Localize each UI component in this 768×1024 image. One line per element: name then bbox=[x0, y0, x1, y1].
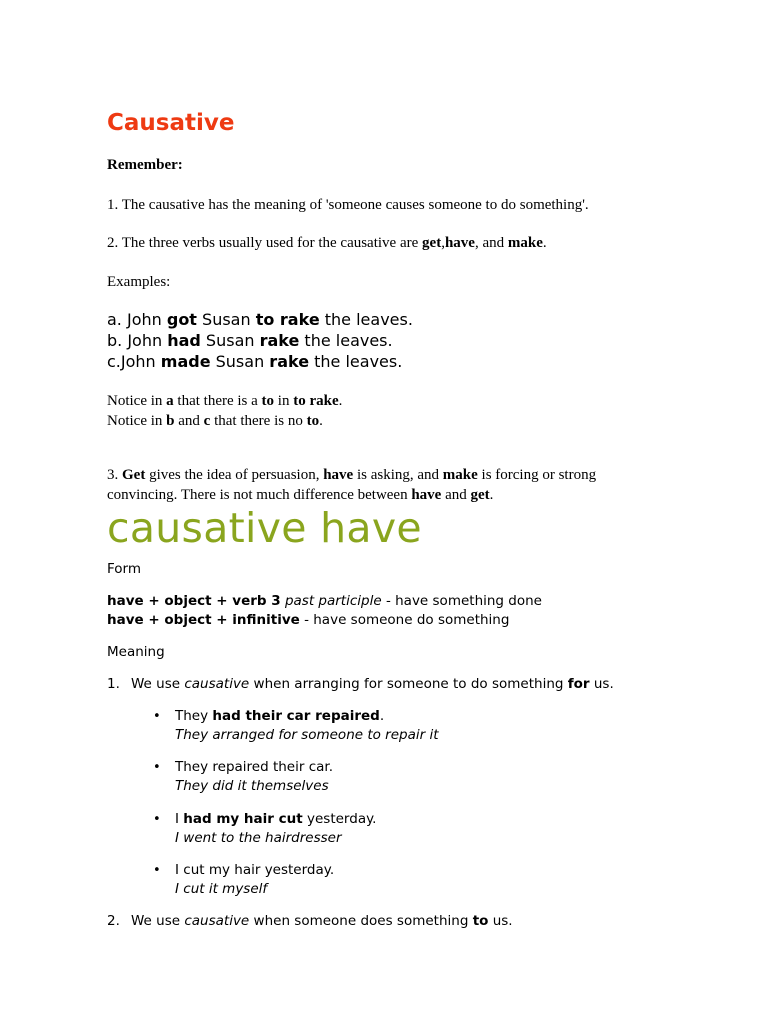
bullet-item: • I cut my hair yesterday. I cut it myself bbox=[153, 862, 335, 897]
example-a: a. John got Susan to rake the leaves. bbox=[107, 310, 413, 329]
form-line-1: have + object + verb 3 past participle - have something done bbox=[107, 593, 542, 609]
example-c: c.John made Susan rake the leaves. bbox=[107, 352, 403, 371]
examples-list bbox=[107, 309, 413, 372]
point-1: 1. The causative has the meaning of 'someone causes someone to do something'. bbox=[107, 197, 589, 213]
form-label: Form bbox=[107, 561, 142, 577]
title-causative: Causative bbox=[107, 110, 235, 136]
form-line-2: have + object + infinitive - have someone do something bbox=[107, 612, 510, 628]
notice-2: Notice in b and c that there is no to. bbox=[107, 413, 323, 429]
heading-causative-have: causative have bbox=[107, 504, 422, 552]
examples-label: Examples: bbox=[107, 274, 171, 290]
bullet-dot: • bbox=[153, 863, 161, 878]
bullet-item: • They had their car repaired. They arranged for someone to repair it bbox=[153, 708, 439, 743]
example-b: b. John had Susan rake the leaves. bbox=[107, 331, 393, 350]
list-number: 1. bbox=[107, 676, 120, 692]
meaning-item-1: 1. We use causative when arranging for someone to do something for us. bbox=[107, 676, 614, 692]
bullet-dot: • bbox=[153, 812, 161, 827]
remember-label: Remember: bbox=[107, 157, 183, 173]
bullet-item: • They repaired their car. They did it themselves bbox=[153, 759, 334, 794]
bullet-dot: • bbox=[153, 760, 161, 775]
list-number: 2. bbox=[107, 913, 120, 929]
meaning-label: Meaning bbox=[107, 644, 165, 660]
point-2: 2. The three verbs usually used for the causative are get,have, and make. bbox=[107, 235, 547, 251]
notice-1: Notice in a that there is a to in to rake. bbox=[107, 393, 343, 409]
bullet-item: • I had my hair cut yesterday. I went to the hairdresser bbox=[153, 811, 377, 846]
meaning-item-2: 2. We use causative when someone does something to us. bbox=[107, 913, 513, 929]
bullet-dot: • bbox=[153, 709, 161, 724]
point-3: 3. Get gives the idea of persuasion, have is asking, and make is forcing or strong convincing. There is not much difference between have and get. bbox=[107, 467, 597, 503]
